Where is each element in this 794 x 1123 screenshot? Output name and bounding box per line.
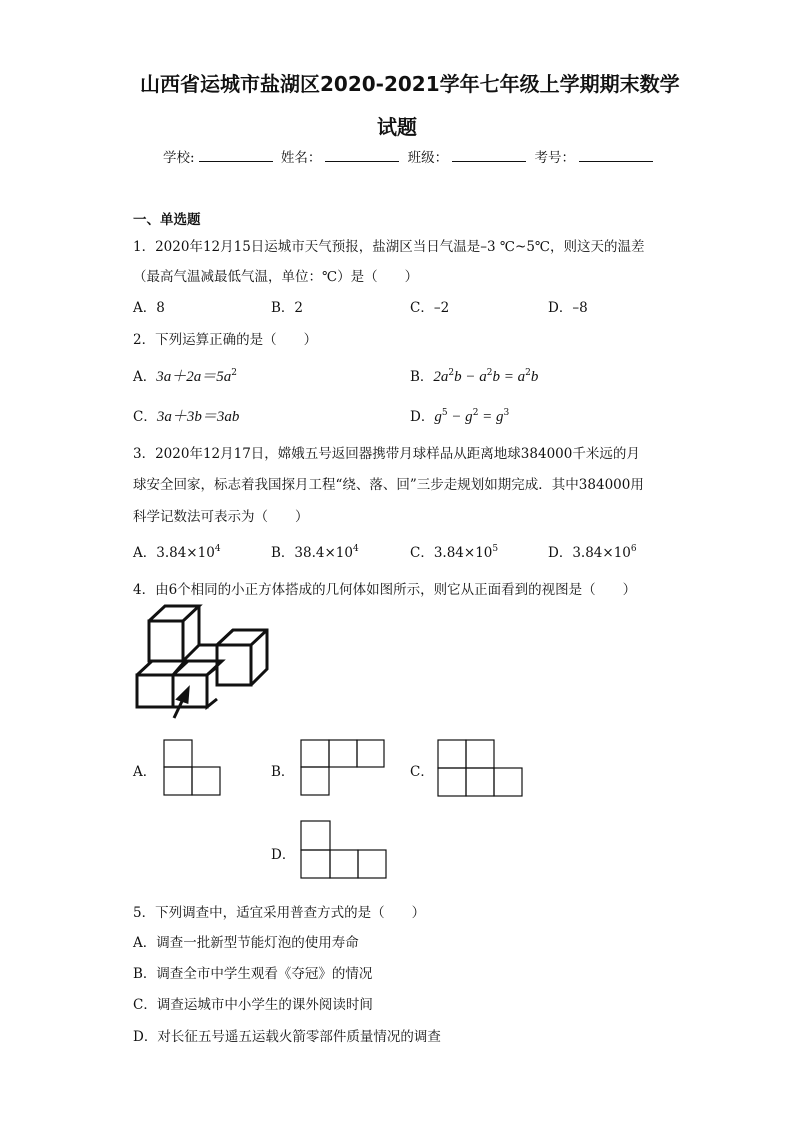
q4-option-b-label: B． — [271, 764, 295, 780]
q4-stem: 4．由6个相同的小正方体搭成的几何体如图所示，则它从正面看到的视图是（ ） — [133, 582, 637, 598]
q4-option-a-label: A． — [133, 764, 157, 780]
q2-option-c: C．3a＋3b＝3ab — [133, 409, 240, 425]
q4-option-c-figure — [437, 739, 524, 798]
q3-line3: 科学记数法可表示为（ ） — [133, 509, 309, 525]
q5-option-a: A．调查一批新型节能灯泡的使用寿命 — [133, 935, 359, 951]
q4-option-a-figure — [163, 739, 222, 796]
q4-option-d-label: D． — [271, 847, 296, 863]
q3-option-a: A．$3.84\times 10^4$ — [133, 544, 221, 561]
school-label: 学校: — [163, 150, 195, 166]
class-label: 班级： — [407, 150, 449, 166]
q2-stem: 2．下列运算正确的是（ ） — [133, 332, 318, 348]
q3-option-c: C．$3.84\times 10^5$ — [410, 544, 499, 561]
name-label: 姓名： — [280, 150, 322, 166]
q4-option-c-label: C． — [410, 764, 434, 780]
section-heading: 一、单选题 — [133, 212, 201, 228]
q1-option-b: B．2 — [271, 300, 304, 316]
q1-option-d: D．–8 — [548, 300, 588, 316]
info-line — [163, 146, 657, 166]
q3-line1: 3．2020年12月17日，嫦娥五号返回器携带月球样品从距离地球384000千米远的月 — [133, 446, 640, 462]
class-blank — [452, 149, 526, 162]
q2-option-a: A．$3a+2a=5a^2$ — [133, 368, 237, 385]
name-blank — [325, 149, 399, 162]
q4-option-d-figure — [300, 820, 388, 880]
q5-option-b: B．调查全市中学生观看《夺冠》的情况 — [133, 966, 373, 982]
q1-option-c: C．–2 — [410, 300, 450, 316]
q3-option-b: B．$38.4\times 10^4$ — [271, 544, 359, 561]
q4-option-b-figure — [300, 739, 386, 796]
q5-option-d: D．对长征五号遥五运载火箭零部件质量情况的调查 — [133, 1029, 441, 1045]
school-blank — [199, 149, 273, 162]
q2-option-d: D．$g^5 - g^2 = g^3$ — [410, 408, 510, 425]
cube-figure — [130, 603, 275, 721]
page-title-line2: 试题 — [377, 115, 417, 139]
number-label: 考号： — [534, 150, 575, 166]
q5-stem: 5．下列调查中，适宜采用普查方式的是（ ） — [133, 905, 426, 921]
q3-option-d: D．$3.84\times 10^6$ — [548, 544, 637, 561]
q1-option-a: A．8 — [133, 300, 165, 316]
q1-line1: 1．2020年12月15日运城市天气预报，盐湖区当日气温是–3 ℃~5℃，则这天的温差 — [133, 239, 645, 255]
q3-line2: 球安全回家，标志着我国探月工程“绕、落、回”三步走规划如期完成．其中384000用 — [133, 477, 644, 493]
q5-option-c: C．调查运城市中小学生的课外阅读时间 — [133, 997, 373, 1013]
number-blank — [579, 149, 653, 162]
page-title: 山西省运城市盐湖区2020-2021学年七年级上学期期末数学 — [140, 72, 680, 96]
q1-line2: （最高气温减最低气温，单位：℃）是（ ） — [133, 269, 419, 285]
q2-option-b: B．$2a^2b - a^2b = a^2b$ — [410, 368, 539, 385]
